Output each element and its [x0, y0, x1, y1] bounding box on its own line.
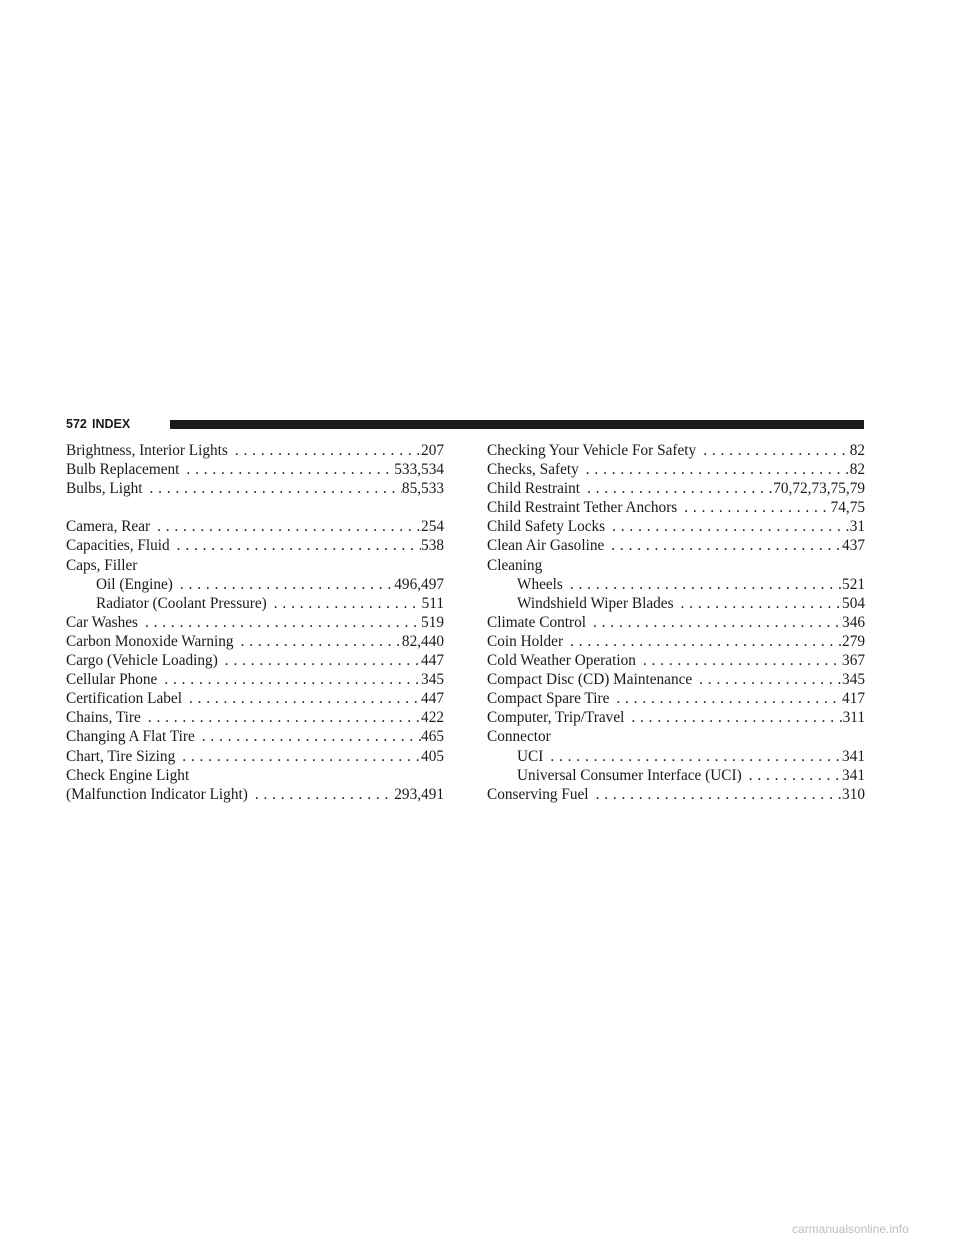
- index-entry: [487, 632, 865, 651]
- index-entry: [66, 556, 444, 575]
- page-reference[interactable]: 254: [421, 518, 444, 536]
- dot-leader: [579, 460, 850, 479]
- page-reference[interactable]: 533,534: [394, 461, 444, 479]
- index-term: Child Restraint Tether Anchors: [487, 499, 678, 517]
- index-entry: [487, 517, 865, 536]
- dot-leader: [580, 479, 773, 498]
- index-term: Checking Your Vehicle For Safety: [487, 442, 697, 459]
- index-subentry: [487, 747, 865, 766]
- index-term: Cargo (Vehicle Loading): [66, 652, 218, 670]
- page-reference[interactable]: 85,533: [401, 480, 444, 498]
- dot-leader: [624, 708, 842, 727]
- index-entry: [66, 460, 444, 479]
- index-entry: [487, 556, 865, 575]
- page-reference[interactable]: 496,497: [394, 575, 444, 593]
- dot-leader: [609, 689, 842, 708]
- page-reference[interactable]: 465: [421, 728, 444, 746]
- index-subentry: [66, 575, 444, 594]
- index-subentry: [487, 594, 865, 613]
- index-term: Coin Holder: [487, 632, 564, 650]
- dot-leader: [636, 651, 842, 670]
- dot-leader: [179, 460, 394, 479]
- index-term: Camera, Rear: [66, 518, 151, 536]
- dot-leader: [195, 727, 421, 746]
- index-term: Compact Disc (CD) Maintenance: [487, 671, 693, 689]
- index-term: UCI: [517, 747, 544, 765]
- page-reference[interactable]: 519: [421, 613, 444, 631]
- dot-leader: [267, 594, 422, 613]
- index-column-right: [487, 441, 865, 804]
- page-reference[interactable]: 437: [842, 537, 865, 555]
- dot-leader: [696, 441, 850, 460]
- index-column-left: [66, 441, 444, 804]
- index-term: Changing A Flat Tire: [66, 728, 195, 746]
- index-entry: [487, 689, 865, 708]
- index-term: Child Restraint: [487, 480, 581, 498]
- dot-leader: [589, 785, 842, 804]
- page-reference[interactable]: 345: [421, 671, 444, 689]
- dot-leader: [143, 479, 402, 498]
- dot-leader: [563, 632, 842, 651]
- index-subentry: [487, 766, 865, 785]
- index-entry: [66, 479, 444, 498]
- page-reference[interactable]: 346: [842, 613, 865, 631]
- dot-leader: [138, 613, 421, 632]
- index-entry: [66, 708, 444, 727]
- section-title: INDEX: [92, 417, 131, 431]
- page-reference[interactable]: 279: [842, 632, 865, 650]
- index-term: Bulb Replacement: [66, 461, 180, 479]
- dot-leader: [742, 766, 842, 785]
- page-reference[interactable]: 311: [842, 709, 865, 727]
- index-term: Clean Air Gasoline: [487, 537, 605, 555]
- dot-leader: [170, 536, 421, 555]
- index-term: (Malfunction Indicator Light): [66, 785, 248, 803]
- page-reference[interactable]: 207: [421, 442, 444, 459]
- page-reference[interactable]: 367: [842, 652, 865, 670]
- index-term: Climate Control: [487, 613, 586, 631]
- index-entry: [66, 689, 444, 708]
- dot-leader: [173, 575, 394, 594]
- index-term: Carbon Monoxide Warning: [66, 632, 234, 650]
- watermark: carmanualsonline.info: [792, 1222, 909, 1236]
- index-term: Computer, Trip/Travel: [487, 709, 625, 727]
- dot-leader: [228, 441, 421, 460]
- dot-leader: [604, 536, 842, 555]
- dot-leader: [586, 613, 842, 632]
- index-entry: [487, 651, 865, 670]
- index-entry: [66, 651, 444, 670]
- page-reference[interactable]: 447: [421, 652, 444, 670]
- page-reference[interactable]: 31: [849, 518, 865, 536]
- index-term: Caps, Filler: [66, 556, 138, 574]
- dot-leader: [605, 517, 850, 536]
- page-number: 572: [66, 417, 87, 431]
- dot-leader: [150, 517, 421, 536]
- index-term: Car Washes: [66, 613, 138, 631]
- dot-leader: [175, 747, 421, 766]
- index-entry: [66, 727, 444, 746]
- index-entry: [66, 766, 444, 785]
- dot-leader: [182, 689, 421, 708]
- index-entry: [66, 747, 444, 766]
- index-entry: [487, 613, 865, 632]
- index-entry: [66, 785, 444, 804]
- dot-leader: [141, 708, 421, 727]
- page-reference[interactable]: 511: [421, 594, 444, 612]
- index-subentry: [487, 575, 865, 594]
- page-reference[interactable]: 82: [849, 461, 865, 479]
- index-term: Wheels: [517, 575, 563, 593]
- index-entry: [66, 632, 444, 651]
- page-reference[interactable]: 74,75: [830, 499, 865, 517]
- index-term: Bulbs, Light: [66, 480, 143, 498]
- page-reference[interactable]: 538: [421, 537, 444, 555]
- page-reference[interactable]: 405: [421, 747, 444, 765]
- index-entry: [66, 536, 444, 555]
- index-term: Radiator (Coolant Pressure): [96, 594, 267, 612]
- page-reference[interactable]: 82: [849, 442, 865, 459]
- page-reference[interactable]: 521: [842, 575, 865, 593]
- page-reference[interactable]: 341: [842, 747, 865, 765]
- index-entry: [487, 670, 865, 689]
- index-entry: [487, 460, 865, 479]
- page-reference[interactable]: 82,440: [401, 632, 444, 650]
- page-reference[interactable]: 341: [842, 766, 865, 784]
- index-term: Chains, Tire: [66, 709, 141, 727]
- index-term: Checks, Safety: [487, 461, 579, 479]
- page-reference[interactable]: 310: [842, 785, 865, 803]
- index-term: Universal Consumer Interface (UCI): [517, 766, 742, 784]
- index-entry: [487, 479, 865, 498]
- index-term: Certification Label: [66, 690, 182, 708]
- page-reference[interactable]: 447: [421, 690, 444, 708]
- index-term: Capacities, Fluid: [66, 537, 170, 555]
- page-reference[interactable]: 70,72,73,75,79: [773, 480, 865, 498]
- index-entry: [487, 536, 865, 555]
- header-rule: [170, 420, 864, 429]
- page-reference[interactable]: 293,491: [394, 785, 444, 803]
- index-term: Cold Weather Operation: [487, 652, 636, 670]
- dot-leader: [677, 498, 830, 517]
- index-entry: [487, 708, 865, 727]
- page-header: [66, 418, 864, 432]
- dot-leader: [157, 670, 421, 689]
- index-term: Connector: [487, 728, 551, 746]
- page-reference[interactable]: 504: [842, 594, 865, 612]
- index-entry: [66, 613, 444, 632]
- index-term: Conserving Fuel: [487, 785, 589, 803]
- dot-leader: [563, 575, 842, 594]
- dot-leader: [218, 651, 421, 670]
- index-term: Cellular Phone: [66, 671, 158, 689]
- index-entry: [487, 785, 865, 804]
- index-subentry: [66, 594, 444, 613]
- dot-leader: [543, 747, 842, 766]
- index-entry: [487, 727, 865, 746]
- dot-leader: [248, 785, 394, 804]
- index-term: Compact Spare Tire: [487, 690, 610, 708]
- index-entry: [66, 441, 444, 460]
- index-term: Windshield Wiper Blades: [517, 594, 674, 612]
- index-entry: [66, 670, 444, 689]
- page-reference[interactable]: 417: [842, 690, 865, 708]
- index-entry: [487, 498, 865, 517]
- page-reference[interactable]: 422: [421, 709, 444, 727]
- index-term: Chart, Tire Sizing: [66, 747, 176, 765]
- index-term: Child Safety Locks: [487, 518, 606, 536]
- dot-leader: [692, 670, 842, 689]
- dot-leader: [674, 594, 843, 613]
- index-entry: [66, 517, 444, 536]
- index-entry: [487, 441, 865, 460]
- index-term: Check Engine Light: [66, 766, 190, 784]
- index-term: Cleaning: [487, 556, 543, 574]
- index-term: Brightness, Interior Lights: [66, 442, 228, 459]
- dot-leader: [234, 632, 402, 651]
- index-term: Oil (Engine): [96, 575, 173, 593]
- page-reference[interactable]: 345: [842, 671, 865, 689]
